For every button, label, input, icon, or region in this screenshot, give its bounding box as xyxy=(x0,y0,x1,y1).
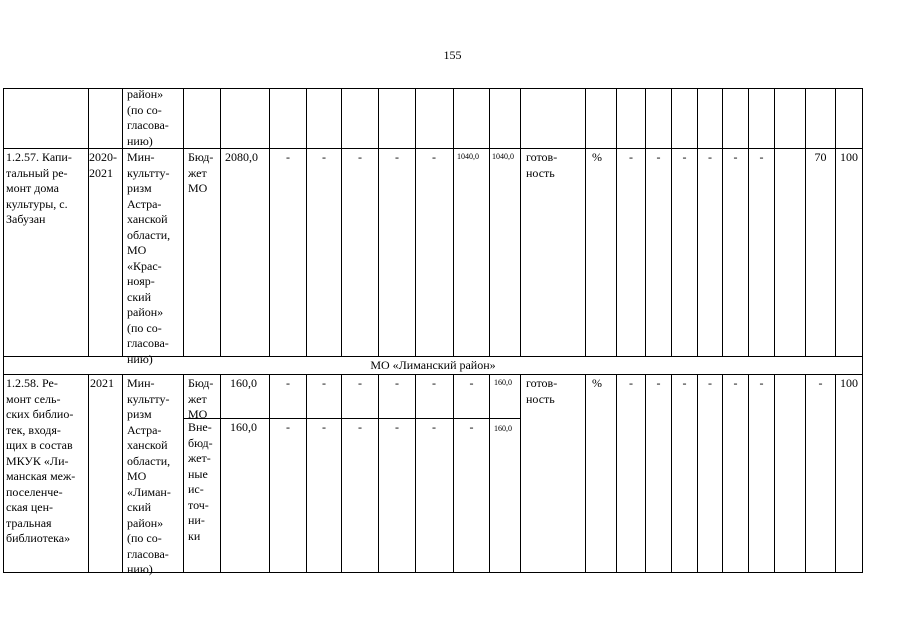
dash-cell: - xyxy=(629,376,633,390)
col-border xyxy=(748,88,749,356)
dash-cell: - xyxy=(395,150,399,164)
dash-cell: - xyxy=(358,150,362,164)
amount-2021: 1040,0 xyxy=(492,152,514,161)
dash-cell: - xyxy=(656,150,661,164)
col-border xyxy=(645,88,646,356)
col-border xyxy=(415,374,416,572)
col-border xyxy=(722,374,723,572)
col-border xyxy=(88,88,89,356)
col-border xyxy=(415,88,416,356)
col-border xyxy=(453,88,454,356)
dash-cell: - xyxy=(708,376,712,390)
dash-cell: - xyxy=(432,376,436,390)
dash-cell: - xyxy=(358,376,362,390)
col-border xyxy=(805,374,806,572)
dash-cell: - xyxy=(682,376,687,390)
dash-cell: - xyxy=(322,150,326,164)
funding-source: Бюд- жет МО xyxy=(188,376,214,421)
col-border xyxy=(645,374,646,572)
col-border xyxy=(489,88,490,356)
indicator-cell: готов- ность xyxy=(526,376,558,406)
col-border xyxy=(671,374,672,572)
page-number: 155 xyxy=(443,48,462,62)
dash-cell: - xyxy=(469,376,474,390)
col-border xyxy=(183,88,184,356)
target-2020: 70 xyxy=(814,150,827,164)
dash-cell: - xyxy=(759,150,764,164)
col-border xyxy=(220,374,221,572)
dash-cell: - xyxy=(286,420,290,434)
col-border xyxy=(3,88,4,356)
col-border xyxy=(520,374,521,572)
col-border xyxy=(122,374,123,572)
col-border xyxy=(774,88,775,356)
row-divider xyxy=(3,374,863,375)
section-header: МО «Лиманский район» xyxy=(370,358,496,372)
measure-title: 1.2.58. Ре- монт сель- ских библио- тек, входя- щих в состав МКУК «Ли- манская меж- поселенче- ская цен- тральная библиотека» xyxy=(6,376,76,545)
unit-cell: % xyxy=(592,150,602,164)
unit-cell: % xyxy=(592,376,602,390)
dash-cell: - xyxy=(818,376,823,390)
target-2021: 100 xyxy=(840,150,858,164)
amount-2021: 160,0 xyxy=(494,378,512,387)
dash-cell: - xyxy=(395,420,399,434)
executor-cell: Мин- культту- ризм Астра- ханской области, МО «Лиман- ский район» (по со- гласова- нию) xyxy=(127,376,171,576)
col-border xyxy=(122,88,123,356)
indicator-cell: готов- ность xyxy=(526,150,558,180)
years-cell: 2020- 2021 xyxy=(89,150,117,180)
dash-cell: - xyxy=(708,150,712,164)
col-border xyxy=(722,88,723,356)
dash-cell: - xyxy=(733,376,738,390)
col-border xyxy=(805,88,806,356)
dash-cell: - xyxy=(733,150,738,164)
col-border xyxy=(520,88,521,356)
col-border xyxy=(269,88,270,356)
col-border xyxy=(378,88,379,356)
col-border xyxy=(341,88,342,356)
subrow-divider xyxy=(183,418,520,419)
years-cell: 2021 xyxy=(90,376,114,390)
dash-cell: - xyxy=(759,376,764,390)
col-border xyxy=(88,374,89,572)
target-2021: 100 xyxy=(840,376,858,390)
col-border xyxy=(862,88,863,356)
col-border xyxy=(3,374,4,572)
dash-cell: - xyxy=(432,420,436,434)
col-border xyxy=(306,374,307,572)
dash-cell: - xyxy=(286,376,290,390)
col-border xyxy=(269,374,270,572)
dash-cell: - xyxy=(395,376,399,390)
col-border xyxy=(697,374,698,572)
col-border xyxy=(489,374,490,572)
total-amount: 160,0 xyxy=(230,376,257,390)
col-border xyxy=(453,374,454,572)
col-border xyxy=(748,374,749,572)
col-border xyxy=(616,374,617,572)
col-border xyxy=(616,88,617,356)
funding-source: Вне- бюд- жет- ные ис- точ- ни- ки xyxy=(188,420,213,543)
amount-2021: 160,0 xyxy=(494,424,512,433)
executor-cell-continued: район» (по со- гласова- нию) xyxy=(127,87,169,148)
dash-cell: - xyxy=(358,420,362,434)
col-border xyxy=(835,374,836,572)
col-border xyxy=(671,88,672,356)
total-amount: 160,0 xyxy=(230,420,257,434)
dash-cell: - xyxy=(656,376,661,390)
col-border xyxy=(585,374,586,572)
executor-cell: Мин- культту- ризм Астра- ханской области, МО «Крас- нояр- ский район» (по со- гласова- нию) xyxy=(127,150,171,366)
col-border xyxy=(862,374,863,572)
col-border xyxy=(697,88,698,356)
measure-title: 1.2.57. Капи- тальный ре- монт дома культуры, с. Забузан xyxy=(6,150,72,226)
dash-cell: - xyxy=(469,420,474,434)
col-border xyxy=(774,374,775,572)
col-border xyxy=(585,88,586,356)
funding-source: Бюд- жет МО xyxy=(188,150,214,195)
total-amount: 2080,0 xyxy=(225,150,258,164)
dash-cell: - xyxy=(286,150,290,164)
dash-cell: - xyxy=(322,376,326,390)
dash-cell: - xyxy=(432,150,436,164)
col-border xyxy=(341,374,342,572)
col-border xyxy=(835,88,836,356)
amount-2020: 1040,0 xyxy=(457,152,479,161)
col-border xyxy=(183,374,184,572)
col-border xyxy=(220,88,221,356)
dash-cell: - xyxy=(629,150,633,164)
dash-cell: - xyxy=(682,150,687,164)
col-border xyxy=(306,88,307,356)
dash-cell: - xyxy=(322,420,326,434)
col-border xyxy=(378,374,379,572)
